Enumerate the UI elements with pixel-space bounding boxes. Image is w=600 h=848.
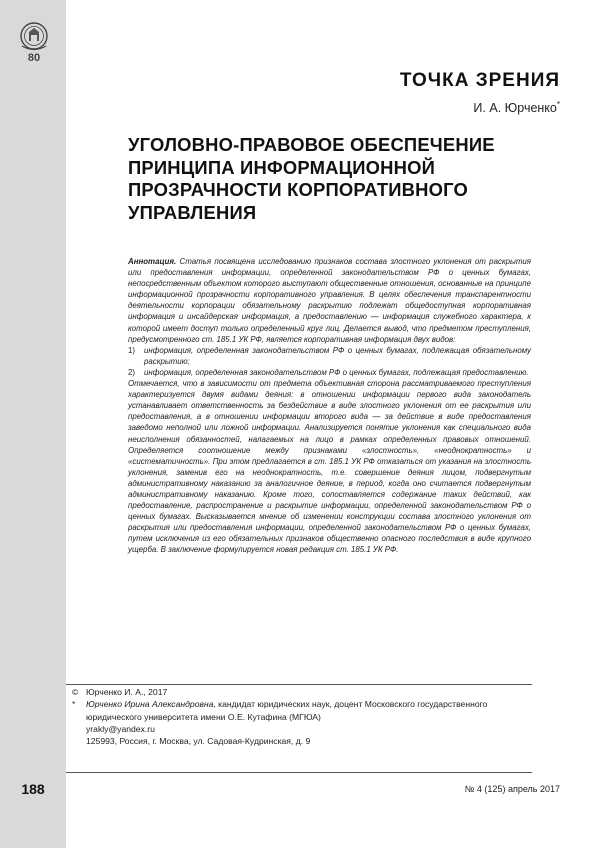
abstract <box>128 256 531 556</box>
list-item <box>128 367 531 378</box>
abstract-intro <box>128 256 531 345</box>
title-line: УГОЛОВНО-ПРАВОВОЕ ОБЕСПЕЧЕНИЕ <box>128 134 495 155</box>
author-info-mark: * <box>72 699 76 710</box>
title-line: ПРИНЦИПА ИНФОРМАЦИОННОЙ <box>128 156 436 178</box>
article-title <box>128 134 548 224</box>
author-name: И. А. Юрченко <box>473 101 557 116</box>
author-line <box>473 100 560 115</box>
abstract-label: Аннотация. <box>128 257 177 266</box>
title-line: ПРОЗРАЧНОСТИ КОРПОРАТИВНОГО <box>128 179 469 200</box>
abstract-body: Отмечается, что в зависимости от предмета объективная сторона рассматриваемого преступления характеризуется двумя видами деяния: в отношении информации первого вида законодатель устанавливает ответственность за бездействие в виде злостного уклонения от ее раскрытия или предоставления, а в отношении информации второго вида — за действие в виде предоставления заведомо неполной или ложной информации. Анализируется понятие уклонения как специального вида неисполнения обязанностей, налагаемых на лицо в рамках определенных правовых отношений. Определяется соотношение между признаками «злостность», «неоднократность» и «систематичность». При этом предлагается в ст. 185.1 УК РФ отказаться от указания на злостность уклонения, заменив его на неоднократность, т.е. совершение деяния лицом, подвергнутым административному наказанию за аналогичное деяние, в период, когда оно считается подвергнутым административному наказанию. Кроме того, сопоставляется содержание таких действий, как предоставление, распространение и раскрытие информации, определенной законодательством РФ о ценных бумагах. Высказывается мнение об изменении конструкции состава злостного уклонения от раскрытия или предоставления информации, определенной законодательством РФ о ценных бумагах, путем исключения из его обязательных признаков общественно опасного последствия в виде крупного ущерба. В заключение формулируется новая редакция ст. 185.1 УК РФ. <box>128 379 531 555</box>
author-full-name: Юрченко Ирина Александровна <box>86 699 214 710</box>
list-item-text: информация, определенная законодательством РФ о ценных бумагах, подлежащая обязательному раскрытию; <box>144 345 531 366</box>
list-item <box>128 345 531 367</box>
author-email: yrakly@yandex.ru <box>86 723 155 734</box>
copyright-line <box>72 686 542 698</box>
journal-seal-icon <box>19 22 49 64</box>
copyright-mark: © <box>72 687 79 697</box>
section-heading: ТОЧКА ЗРЕНИЯ <box>399 70 560 91</box>
abstract-list <box>128 345 531 378</box>
author-credentials: , кандидат юридических наук, доцент Московского государственного юридического университета имени О.Е. Кутафина (МГЮА) <box>86 699 488 722</box>
list-item-number: 1) <box>128 345 136 355</box>
sidebar-strip <box>0 0 66 848</box>
copyright-text: Юрченко И. А., 2017 <box>86 687 168 697</box>
seal-number: 80 <box>27 52 41 64</box>
page-number: 188 <box>21 781 45 797</box>
author-footnote-mark: * <box>556 100 560 109</box>
author-address: 125993, Россия, г. Москва, ул. Садовая-Кудринская, д. 9 <box>86 736 311 747</box>
footnote <box>72 686 542 747</box>
footnote-divider <box>66 684 532 685</box>
issue-info: № 4 (125) апрель 2017 <box>464 784 560 794</box>
abstract-intro-text: Статья посвящена исследованию признаков состава злостного уклонения от раскрытия или предоставления информации, определенной законодательством РФ о ценных бумагах, непосредственным объектом которого выступают общественные отношения, основанные на принципе информационной прозрачности корпоративного управления. В целях обеспечения транспарентности деятельности корпорации обязательному раскрытию подлежат общедоступная корпоративная информация и инсайдерская информация, а предоставлению — информация служебного характера, к которой имеет доступ только определенный круг лиц. Делается вывод, что предметом преступления, предусмотренного ст. 185.1 УК РФ, является корпоративная информация двух видов: <box>128 257 531 344</box>
list-item-text: информация, определенная законодательством РФ о ценных бумагах, подлежащая предоставлению. <box>144 367 529 377</box>
author-info <box>72 698 542 723</box>
list-item-number: 2) <box>128 367 136 377</box>
title-line: УПРАВЛЕНИЯ <box>128 201 257 223</box>
footer-divider <box>66 772 532 773</box>
